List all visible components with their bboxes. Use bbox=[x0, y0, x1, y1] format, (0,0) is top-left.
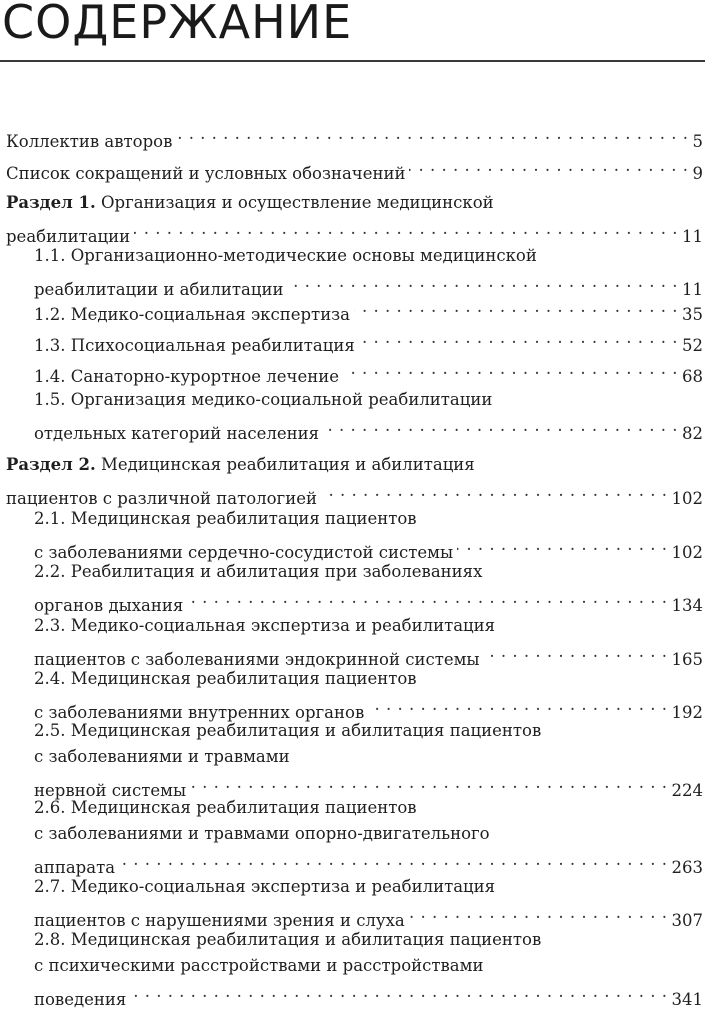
toc-entry-line bbox=[34, 413, 703, 443]
section-label: Раздел 1. bbox=[6, 193, 96, 212]
toc-entry-text: поведения bbox=[34, 990, 127, 1009]
toc-entry-text: 1.5. Организация медико-социальной реабилитации bbox=[34, 390, 493, 409]
toc-entry-line bbox=[34, 387, 703, 413]
dot-leader bbox=[176, 121, 688, 147]
toc-entry-text: 2.8. Медицинская реабилитация и абилитация пациентов bbox=[34, 930, 542, 949]
toc-entry-line bbox=[34, 585, 703, 615]
page-number: 5 bbox=[692, 132, 703, 151]
toc-entry-text: пациентов с заболеваниями эндокринной системы bbox=[34, 650, 480, 669]
toc-entry[interactable] bbox=[34, 613, 703, 669]
toc-entry-text: Раздел 2. Медицинская реабилитация и абилитация bbox=[6, 455, 475, 474]
dot-leader bbox=[484, 639, 668, 665]
toc-entry-line bbox=[34, 666, 703, 692]
toc-entry[interactable] bbox=[34, 243, 703, 299]
page-number: 11 bbox=[682, 227, 703, 246]
toc-entry-line bbox=[34, 927, 703, 953]
toc-entry-text: 2.2. Реабилитация и абилитация при заболеваниях bbox=[34, 562, 483, 581]
dot-leader bbox=[359, 325, 678, 351]
dot-leader bbox=[130, 979, 667, 1005]
toc-entry-line bbox=[34, 692, 703, 722]
toc-entry-text: 1.1. Организационно-методические основы медицинской bbox=[34, 246, 537, 265]
page-number: 224 bbox=[671, 781, 703, 800]
toc-entry-text: 1.2. Медико-социальная экспертиза bbox=[34, 305, 351, 324]
toc-entry-line bbox=[34, 559, 703, 585]
page-number: 9 bbox=[692, 164, 703, 183]
page-number: 165 bbox=[671, 650, 703, 669]
page-number: 307 bbox=[671, 911, 703, 930]
toc-entry-text: Список сокращений и условных обозначений bbox=[6, 164, 406, 183]
toc-entry[interactable] bbox=[34, 356, 703, 386]
toc-entry[interactable] bbox=[6, 452, 703, 508]
toc-entry-text: 2.3. Медико-социальная экспертиза и реабилитация bbox=[34, 616, 496, 635]
toc-entry[interactable] bbox=[34, 559, 703, 615]
toc-entry-text: 2.1. Медицинская реабилитация пациентов bbox=[34, 509, 417, 528]
toc-entry[interactable] bbox=[34, 325, 703, 355]
page-number: 35 bbox=[682, 305, 703, 324]
toc-entry-text: 2.7. Медико-социальная экспертиза и реабилитация bbox=[34, 877, 496, 896]
toc-entry-line bbox=[34, 294, 703, 324]
toc-entry-line bbox=[34, 506, 703, 532]
dot-leader bbox=[323, 413, 678, 439]
toc-entry-text: органов дыхания bbox=[34, 596, 184, 615]
toc-entry-line bbox=[34, 243, 703, 269]
toc-entry[interactable] bbox=[6, 190, 703, 246]
dot-leader bbox=[134, 216, 678, 242]
page-number: 52 bbox=[682, 336, 703, 355]
toc-entry-text: 2.5. Медицинская реабилитация и абилитация пациентов bbox=[34, 721, 542, 740]
page-number: 341 bbox=[671, 990, 703, 1009]
toc-entry-line bbox=[34, 356, 703, 386]
toc-entry-text: пациентов с различной патологией bbox=[6, 489, 317, 508]
toc-entry-line bbox=[34, 821, 703, 847]
dot-leader bbox=[187, 585, 667, 611]
dot-leader bbox=[343, 356, 678, 382]
toc-entry-text: с заболеваниями и травмами опорно-двигательного bbox=[34, 824, 490, 843]
dot-leader bbox=[457, 532, 667, 558]
toc-entry-line bbox=[34, 744, 703, 770]
toc-entry-line bbox=[6, 452, 703, 478]
toc-entry-line bbox=[34, 770, 703, 800]
section-label: Раздел 2. bbox=[6, 455, 96, 474]
toc-entry-line bbox=[34, 269, 703, 299]
toc-entry-line bbox=[6, 190, 703, 216]
toc-entry-line bbox=[34, 847, 703, 877]
toc-entry-text: аппарата bbox=[34, 858, 116, 877]
toc-entry-line bbox=[6, 216, 703, 246]
page-number: 134 bbox=[671, 596, 703, 615]
toc-entry[interactable] bbox=[6, 121, 703, 151]
toc-entry-line bbox=[34, 718, 703, 744]
toc-entry-line bbox=[34, 874, 703, 900]
toc-entry-line bbox=[34, 639, 703, 669]
toc-entry-text: реабилитации и абилитации bbox=[34, 280, 284, 299]
dot-leader bbox=[119, 847, 667, 873]
toc-entry-text: Раздел 1. Организация и осуществление медицинской bbox=[6, 193, 494, 212]
toc-entry[interactable] bbox=[34, 795, 703, 877]
toc-entry[interactable] bbox=[34, 294, 703, 324]
page-number: 82 bbox=[682, 424, 703, 443]
dot-leader bbox=[190, 770, 667, 796]
page-number: 102 bbox=[671, 543, 703, 562]
toc-entry-line bbox=[34, 953, 703, 979]
toc-entry-text: нервной системы bbox=[34, 781, 187, 800]
toc-entry-text: реабилитации bbox=[6, 227, 131, 246]
toc-entry-text: с заболеваниями сердечно-сосудистой системы bbox=[34, 543, 454, 562]
page-number: 263 bbox=[671, 858, 703, 877]
dot-leader bbox=[409, 153, 688, 179]
toc-entry[interactable] bbox=[34, 387, 703, 443]
toc-entry-line bbox=[6, 153, 703, 183]
page-number: 192 bbox=[671, 703, 703, 722]
toc-entry[interactable] bbox=[6, 153, 703, 183]
toc-entry-text: 2.4. Медицинская реабилитация пациентов bbox=[34, 669, 417, 688]
toc-entry-line bbox=[34, 900, 703, 930]
toc-entry-line bbox=[34, 325, 703, 355]
page-number: 102 bbox=[671, 489, 703, 508]
toc-entry[interactable] bbox=[34, 927, 703, 1009]
dot-leader bbox=[321, 478, 668, 504]
toc-entry-line bbox=[34, 795, 703, 821]
dot-leader bbox=[368, 692, 667, 718]
toc-entry-text: отдельных категорий населения bbox=[34, 424, 320, 443]
toc-entry-line bbox=[34, 532, 703, 562]
toc-entry[interactable] bbox=[34, 506, 703, 562]
toc-entry[interactable] bbox=[34, 718, 703, 800]
toc-entry-line bbox=[34, 979, 703, 1009]
toc-entry[interactable] bbox=[34, 874, 703, 930]
toc-entry-text: 2.6. Медицинская реабилитация пациентов bbox=[34, 798, 417, 817]
toc-entry-text: Коллектив авторов bbox=[6, 132, 173, 151]
toc-entry-text: с психическими расстройствами и расстройствами bbox=[34, 956, 484, 975]
page-title: СОДЕРЖАНИЕ bbox=[2, 0, 353, 49]
toc-entry-line bbox=[34, 613, 703, 639]
dot-leader bbox=[354, 294, 678, 320]
toc-entry-text: пациентов с нарушениями зрения и слуха bbox=[34, 911, 405, 930]
toc-entry-text: 1.4. Санаторно-курортное лечение bbox=[34, 367, 339, 386]
dot-leader bbox=[409, 900, 668, 926]
dot-leader bbox=[287, 269, 678, 295]
toc-entry-text: с заболеваниями и травмами bbox=[34, 747, 290, 766]
toc-entry-line bbox=[6, 478, 703, 508]
page-number: 68 bbox=[682, 367, 703, 386]
toc-entry-text: с заболеваниями внутренних органов bbox=[34, 703, 365, 722]
page-number: 11 bbox=[682, 280, 703, 299]
toc-entry-line bbox=[6, 121, 703, 151]
toc-entry[interactable] bbox=[34, 666, 703, 722]
toc-entry-text: 1.3. Психосоциальная реабилитация bbox=[34, 336, 355, 355]
